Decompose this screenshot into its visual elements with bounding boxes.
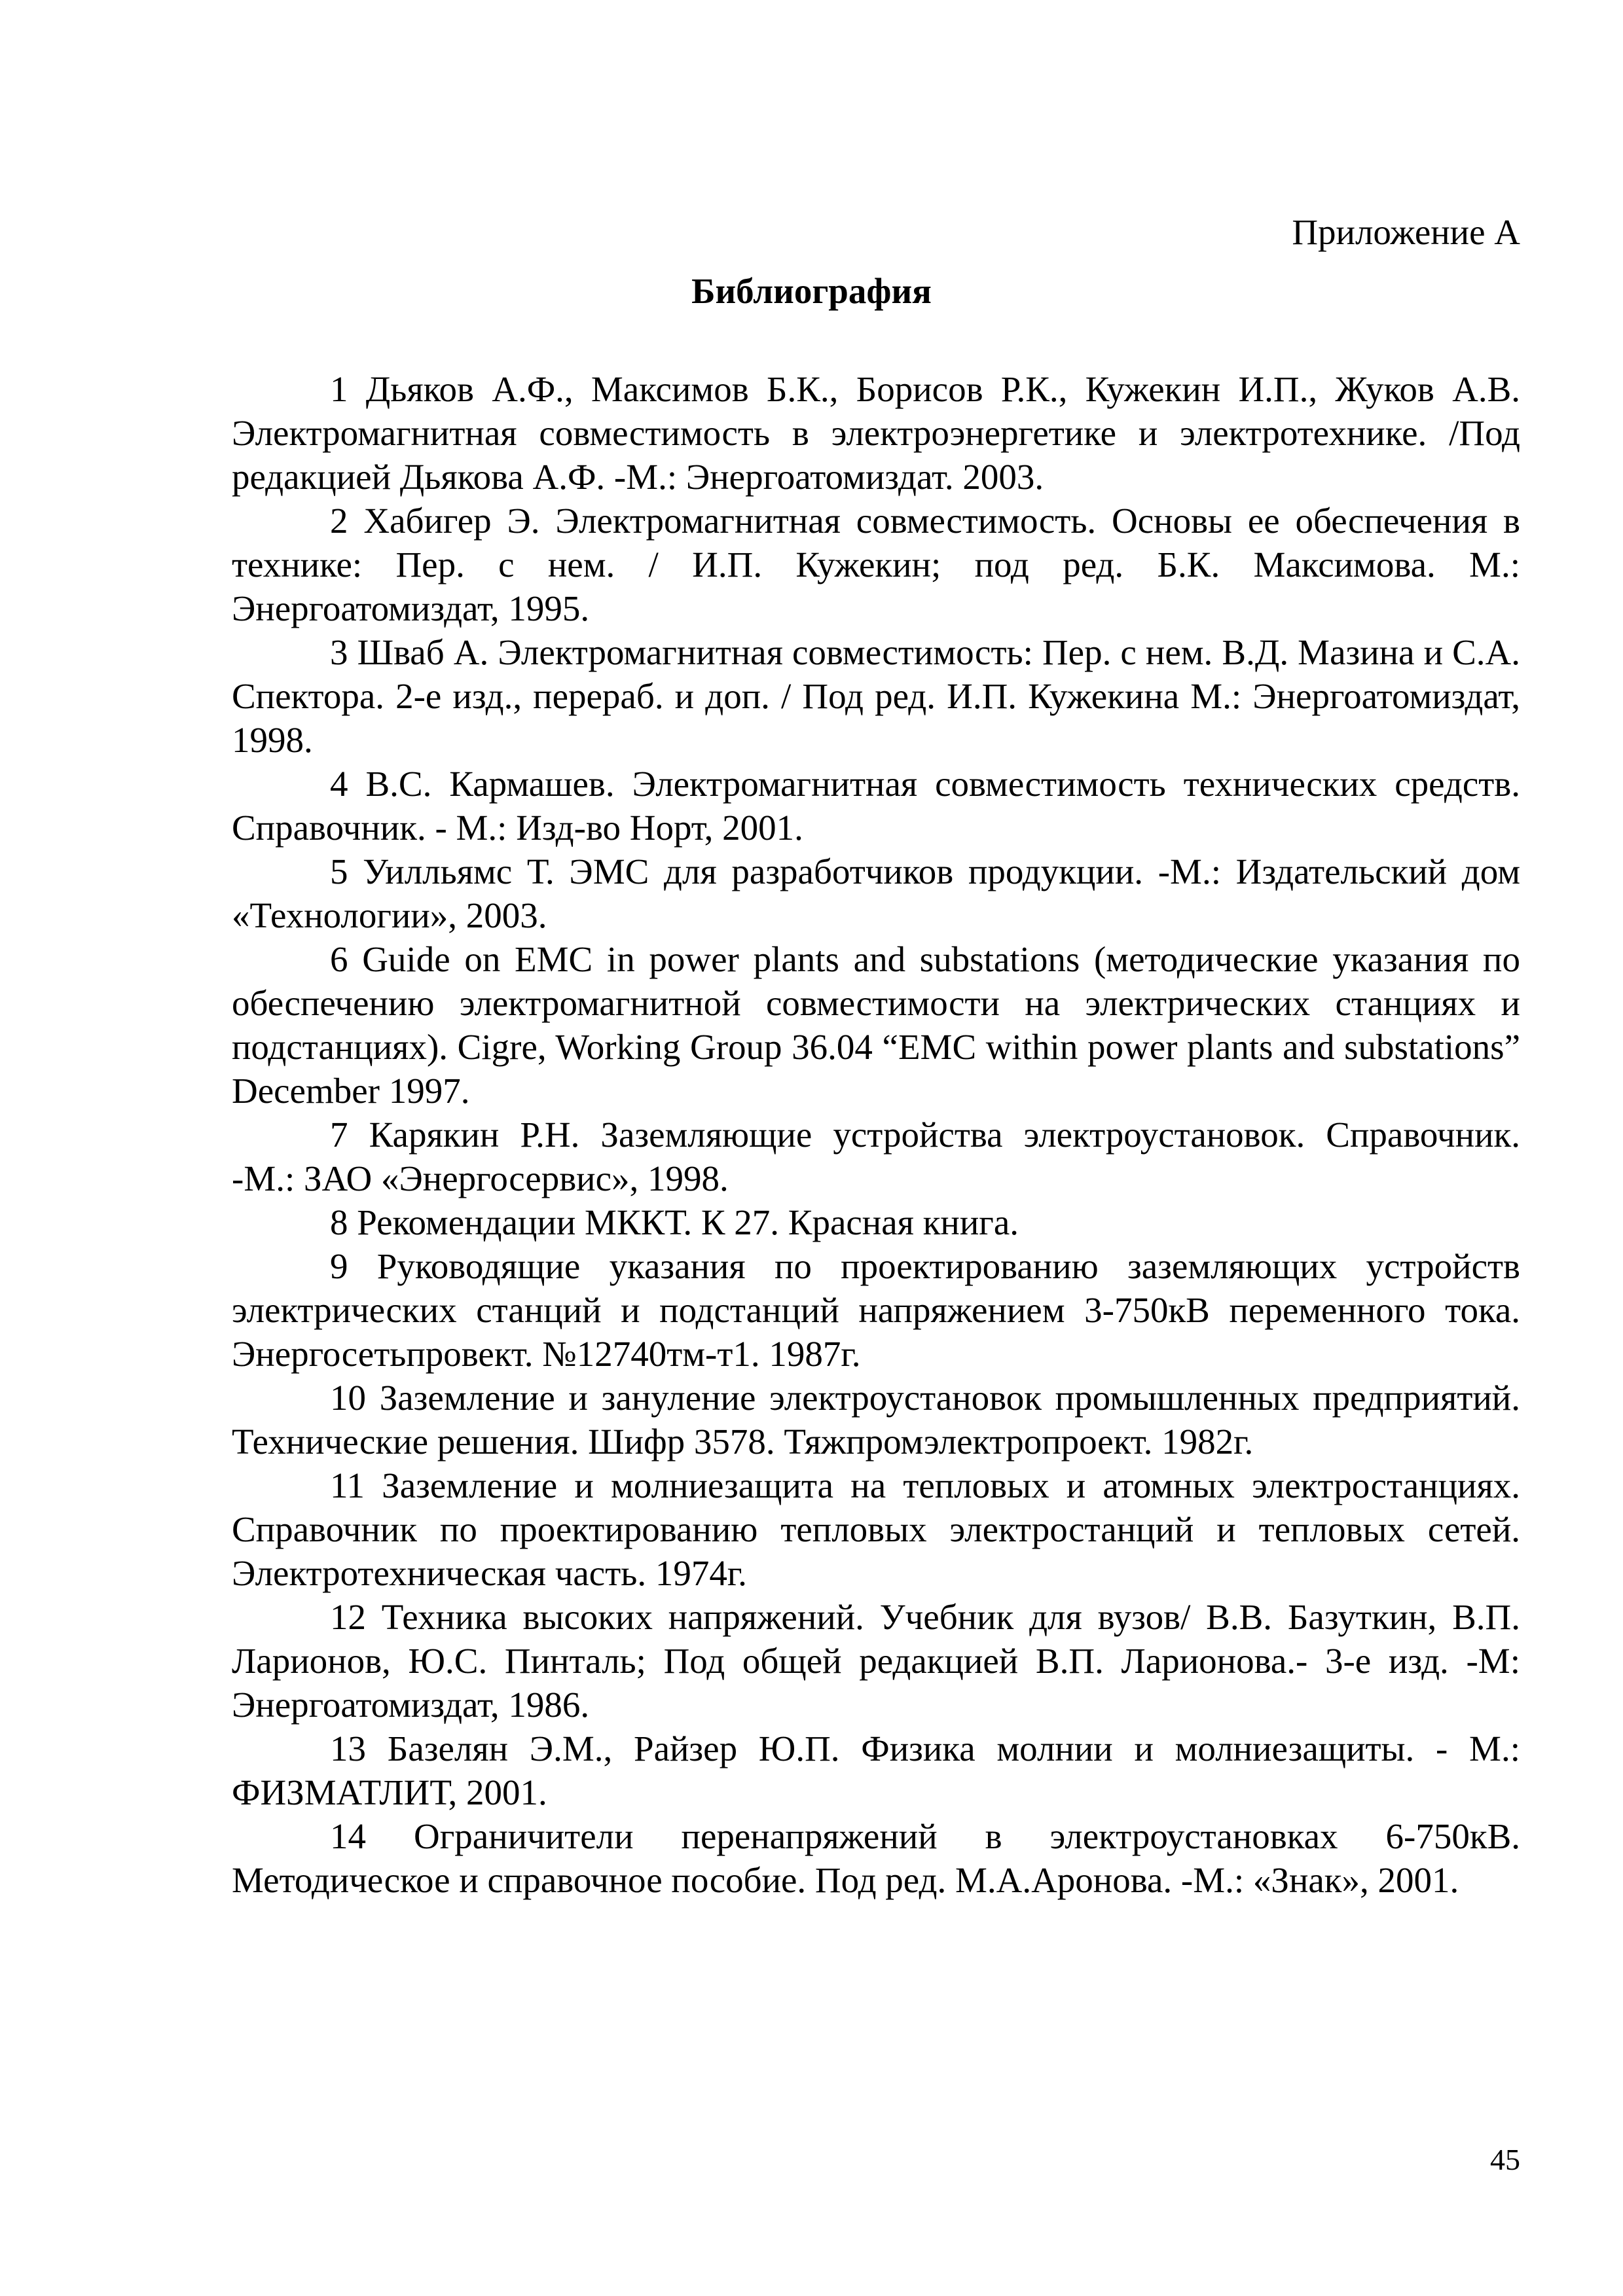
appendix-label: Приложение А — [1292, 212, 1520, 252]
bibliography-entry: 5 Уилльямс Т. ЭМС для разработчиков продукции. -М.: Издательский дом «Технологии», 2003. — [232, 852, 1520, 935]
bibliography-entry: 12 Техника высоких напряжений. Учебник для вузов/ В.В. Базуткин, В.П. Ларионов, Ю.С. Пинталь; Под общей редакцией В.П. Ларионова.- 3-е изд. -М: Энергоатомиздат, 1986. — [232, 1597, 1520, 1725]
page-number: 45 — [1490, 2143, 1520, 2176]
bibliography-entry: 7 Карякин Р.Н. Заземляющие устройства электроустановок. Справочник. -М.: ЗАО «Энергосервис», 1998. — [232, 1115, 1520, 1198]
bibliography-entry: 11 Заземление и молниезащита на тепловых и атомных электростанциях. Справочник по проектированию тепловых электростанций и тепловых сетей. Электротехническая часть. 1974г. — [232, 1465, 1520, 1593]
bibliography-entry: 14 Ограничители перенапряжений в электроустановках 6-750кВ. Методическое и справочное пособие. Под ред. М.А.Аронова. -М.: «Знак», 2001. — [232, 1816, 1520, 1900]
bibliography-entry: 4 В.С. Кармашев. Электромагнитная совместимость технических средств. Справочник. - М.: Изд-во Норт, 2001. — [232, 764, 1520, 848]
bibliography-entry: 9 Руководящие указания по проектированию заземляющих устройств электрических станций и подстанций напряжением 3-750кВ переменного тока. Энергосетьпровект. №12740тм-т1. 1987г. — [232, 1246, 1520, 1374]
bibliography-entry: 13 Базелян Э.М., Райзер Ю.П. Физика молнии и молниезащиты. - М.: ФИЗМАТЛИТ, 2001. — [232, 1729, 1520, 1812]
bibliography-entry: 10 Заземление и зануление электроустановок промышленных предприятий. Технические решения. Шифр 3578. Тяжпромэлектропроект. 1982г. — [232, 1378, 1520, 1462]
bibliography-entry: 8 Рекомендации МККТ. К 27. Красная книга. — [330, 1202, 1019, 1242]
bibliography-entry: 1 Дьяков А.Ф., Максимов Б.К., Борисов Р.К., Кужекин И.П., Жуков А.В. Электромагнитная совместимость в электроэнергетике и электротехнике. /Под редакцией Дьякова А.Ф. -М.: Энергоатомиздат. 2003. — [232, 369, 1520, 497]
page-title: Библиография — [691, 271, 932, 311]
bibliography-entry: 6 Guide on EMC in power plants and substations (методические указания по обеспечению электромагнитной совместимости на электрических станциях и подстанциях). Cigre, Working Group 36.04 “EMC within power plants and substations” December 1997. — [232, 939, 1520, 1111]
bibliography-entry: 2 Хабигер Э. Электромагнитная совместимость. Основы ее обеспечения в технике: Пер. с нем. / И.П. Кужекин; под ред. Б.К. Максимова. М.: Энергоатомиздат, 1995. — [232, 501, 1520, 628]
bibliography-list — [232, 367, 1520, 1902]
bibliography-entry: 3 Шваб А. Электромагнитная совместимость: Пер. с нем. В.Д. Мазина и С.А. Спектора. 2-е изд., перераб. и доп. / Под ред. И.П. Кужекина М.: Энергоатомиздат, 1998. — [232, 632, 1520, 760]
